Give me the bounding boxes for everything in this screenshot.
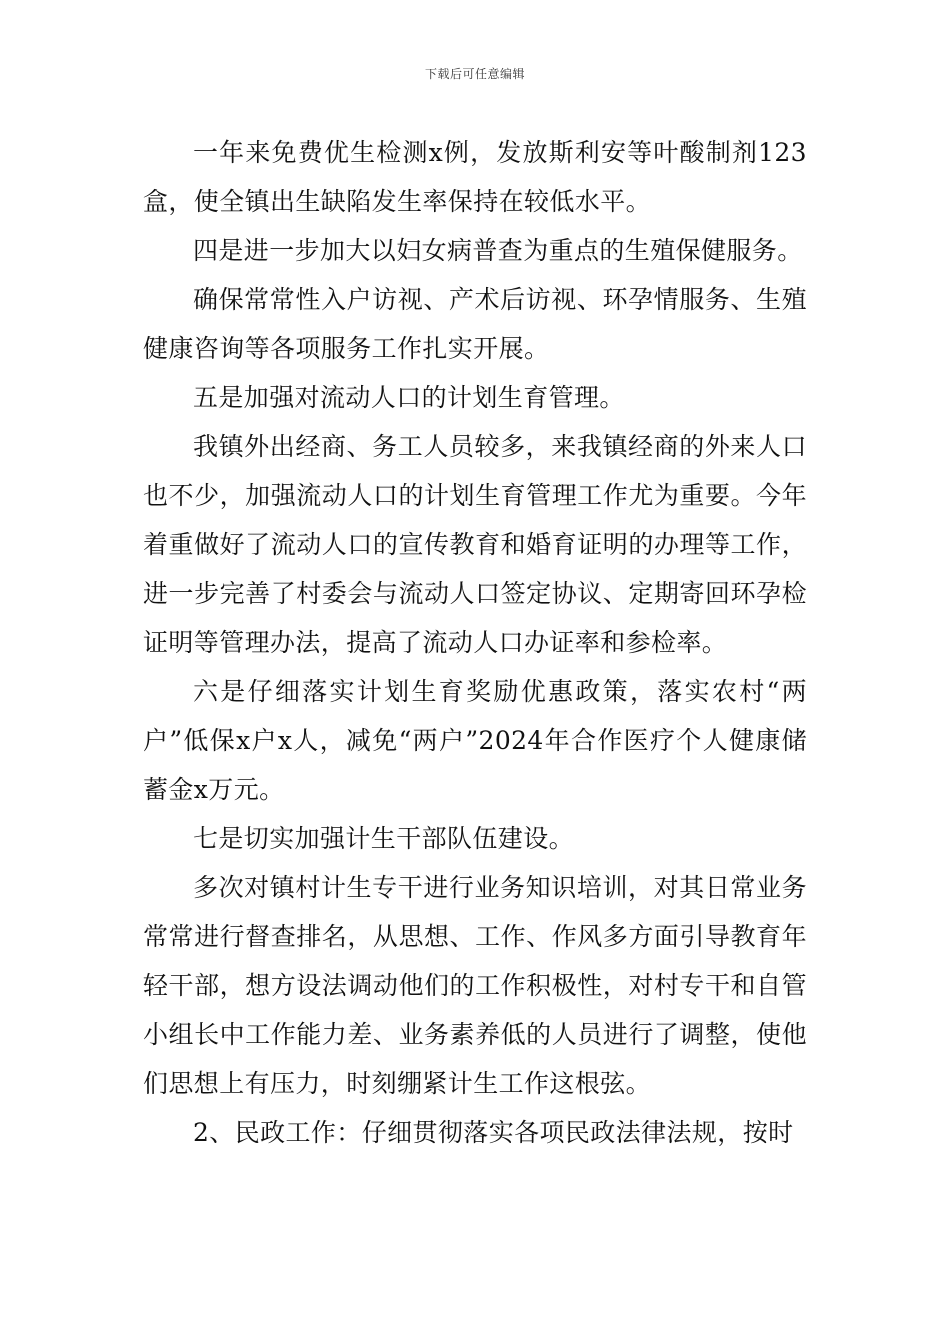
paragraph: 多次对镇村计生专干进行业务知识培训，对其日常业务常常进行督查排名，从思想、工作、作风多方面引导教育年轻干部，想方设法调动他们的工作积极性，对村专干和自管小组长中工作能力差、业务素养低的人员进行了调整，使他们思想上有压力，时刻绷紧计生工作这根弦。 <box>143 873 807 1098</box>
paragraph: 七是切实加强计生干部队伍建设。 <box>193 824 575 853</box>
paragraph: 五是加强对流动人口的计划生育管理。 <box>193 383 625 412</box>
paragraph: 一年来免费优生检测x例，发放斯利安等叶酸制剂123盒，使全镇出生缺陷发生率保持在较低水平。 <box>143 138 807 216</box>
document-body <box>143 128 807 1157</box>
paragraph: 2、民政工作：仔细贯彻落实各项民政法律法规，按时 <box>193 1118 794 1147</box>
paragraph: 六是仔细落实计划生育奖励优惠政策，落实农村“两户”低保x户x人，减免“两户”2024年合作医疗个人健康储蓄金x万元。 <box>143 677 807 804</box>
page-header: 下载后可任意编辑 <box>424 67 525 81</box>
paragraph: 我镇外出经商、务工人员较多，来我镇经商的外来人口也不少，加强流动人口的计划生育管理工作尤为重要。今年着重做好了流动人口的宣传教育和婚育证明的办理等工作，进一步完善了村委会与流动人口签定协议、定期寄回环孕检证明等管理办法，提高了流动人口办证率和参检率。 <box>143 432 807 657</box>
paragraph: 确保常常性入户访视、产术后访视、环孕情服务、生殖健康咨询等各项服务工作扎实开展。 <box>143 285 807 363</box>
paragraph: 四是进一步加大以妇女病普查为重点的生殖保健服务。 <box>193 236 803 265</box>
